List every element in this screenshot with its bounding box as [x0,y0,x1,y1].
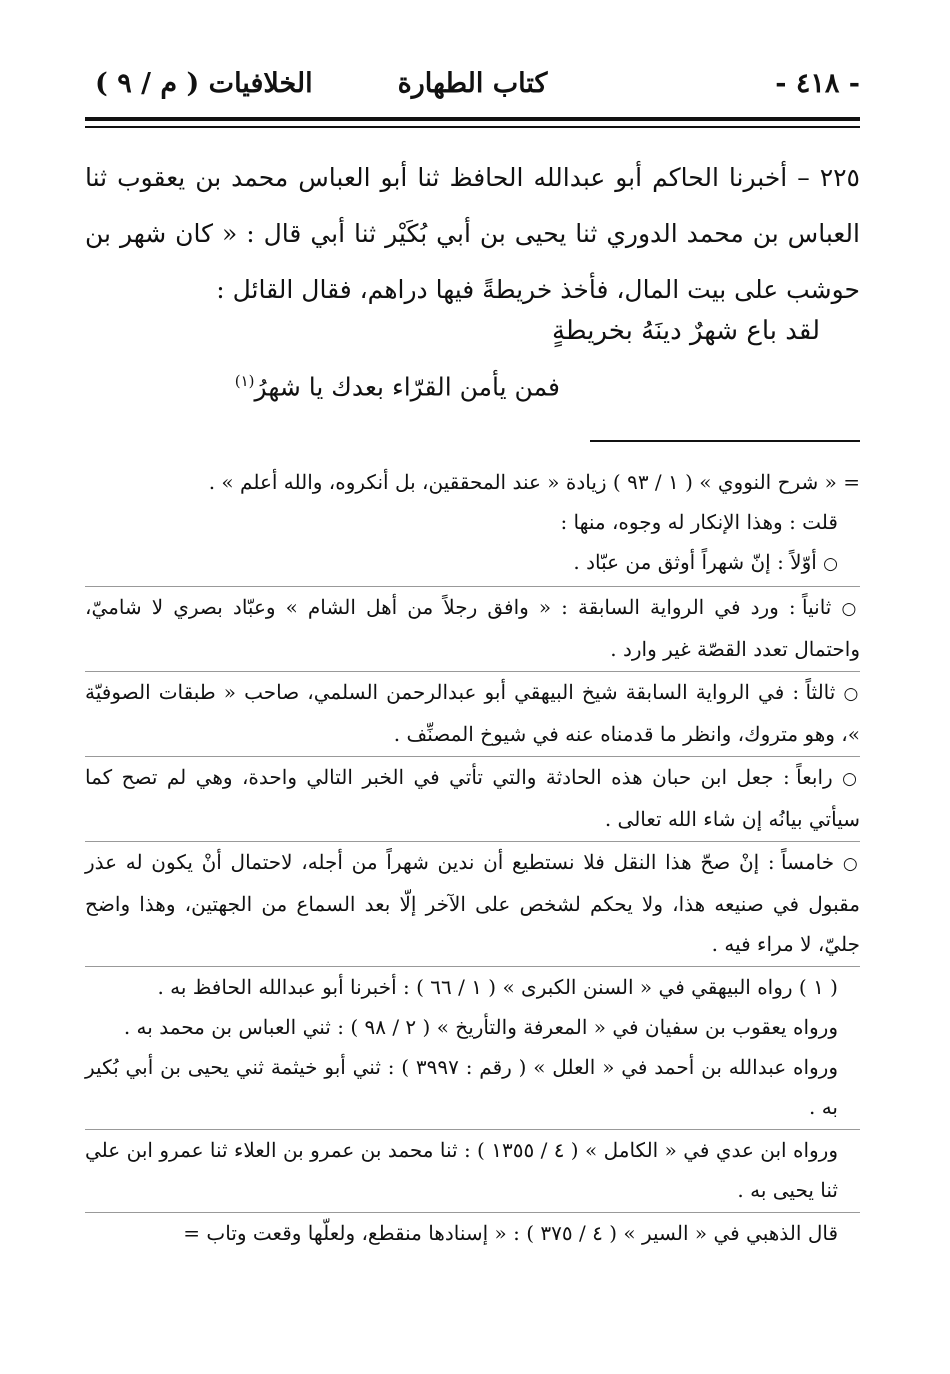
circle-bullet-icon: ○ [842,854,860,874]
header-rule-thin [85,126,860,128]
footnotes [85,462,860,1253]
point-text: ثانياً : ورد في الرواية السابقة : « وافق رجلاً من أهل الشام » وعبّاد بصري لا شاميّ، واحتمال تعدد القصّة غير وارد . [85,595,860,661]
verse-line-2 [235,372,560,401]
footnote-separator [590,440,860,442]
section-code: الخلافيات ( م / ٩ ) [95,68,313,99]
footnote-carry-over: = « شرح النووي » ( ١ / ٩٣ ) زيادة « عند المحققين، بل أنكروه، والله أعلم » . [208,470,860,494]
footnote-point [85,841,860,964]
point-text: ثالثاً : في الرواية السابقة شيخ البيهقي أبو عبدالرحمن السلمي، صاحب « طبقات الصوفيّة »، وهو متروك، وانظر ما قدمناه عنه في شيوخ المصنِّف . [85,680,860,746]
verse-line-1: لقد باع شهرٌ دينَهُ بخريطةٍ [551,316,820,346]
page-number: - ٤١٨ - [775,68,860,99]
header-rule-thick [85,117,860,121]
point-text: رابعاً : جعل ابن حبان هذه الحادثة والتي تأتي في الخبر التالي واحدة، وهي لم تصح كما سيأتي بيانُه إن شاء الله تعالى . [85,765,860,831]
footnote-point [85,756,860,839]
verse-line-2-text: فمن يأمن القرّاء بعدك يا شهرُ [254,372,560,402]
circle-bullet-icon: ○ [841,599,861,619]
page-header [85,62,860,108]
point-text: أوّلاً : إنّ شهراً أوثق من عبّاد . [573,550,817,574]
circle-bullet-icon: ○ [823,554,838,574]
footnote-note-1-line: قال الذهبي في « السير » ( ٤ / ٣٧٥ ) : « إسنادها منقطع، ولعلّها وقعت وتاب = [85,1212,860,1253]
footnote-note-1-line: ورواه يعقوب بن سفيان في « المعرفة والتأريخ » ( ٢ / ٩٨ ) : ثني العباس بن محمد به . [123,1015,838,1039]
footnote-point [85,586,860,669]
point-text: خامساً : إنْ صحّ هذا النقل فلا نستطيع أن ندين شهراً من أجله، لاحتمال أنْ يكون له عذر مقبول في صنيعه هذا، ولا يحكم لشخص على الآخر إلّا بعد السماع من الجهتين، وهذا واضح جليّ، لا مراء فيه . [85,850,860,956]
circle-bullet-icon: ○ [843,684,860,704]
footnote-note-1-line: ( ١ ) رواه البيهقي في « السنن الكبرى » ( ١ / ٦٦ ) : أخبرنا أبو عبدالله الحافظ به . [85,966,860,1007]
footnote-note-1-line: ورواه عبدالله بن أحمد في « العلل » ( رقم : ٣٩٩٧ ) : ثني أبو خيثمة ثني يحيى بن أبي بُكير به . [85,1055,839,1119]
footnote-intro: قلت : وهذا الإنكار له وجوه، منها : [560,510,838,534]
footnote-reference: (١) [234,372,255,390]
footnote-point [85,671,860,754]
hadith-paragraph: ٢٢٥ – أخبرنا الحاكم أبو عبدالله الحافظ ثنا أبو العباس محمد بن يعقوب ثنا العباس بن محمد الدوري ثنا يحيى بن أبي بُكَيْر ثنا أبي قال : « كان شهر بن حوشب على بيت المال، فأخذ خريطةً فيها دراهم، فقال القائل : [85,163,860,304]
main-text [85,150,860,318]
footnote-point [85,542,860,584]
circle-bullet-icon: ○ [842,769,861,789]
book-title: كتاب الطهارة [397,68,548,99]
footnote-note-1-line: ورواه ابن عدي في « الكامل » ( ٤ / ١٣٥٥ ) : ثنا محمد بن عمرو بن العلاء ثنا عمرو ابن علي ثنا يحيى به . [85,1129,860,1210]
